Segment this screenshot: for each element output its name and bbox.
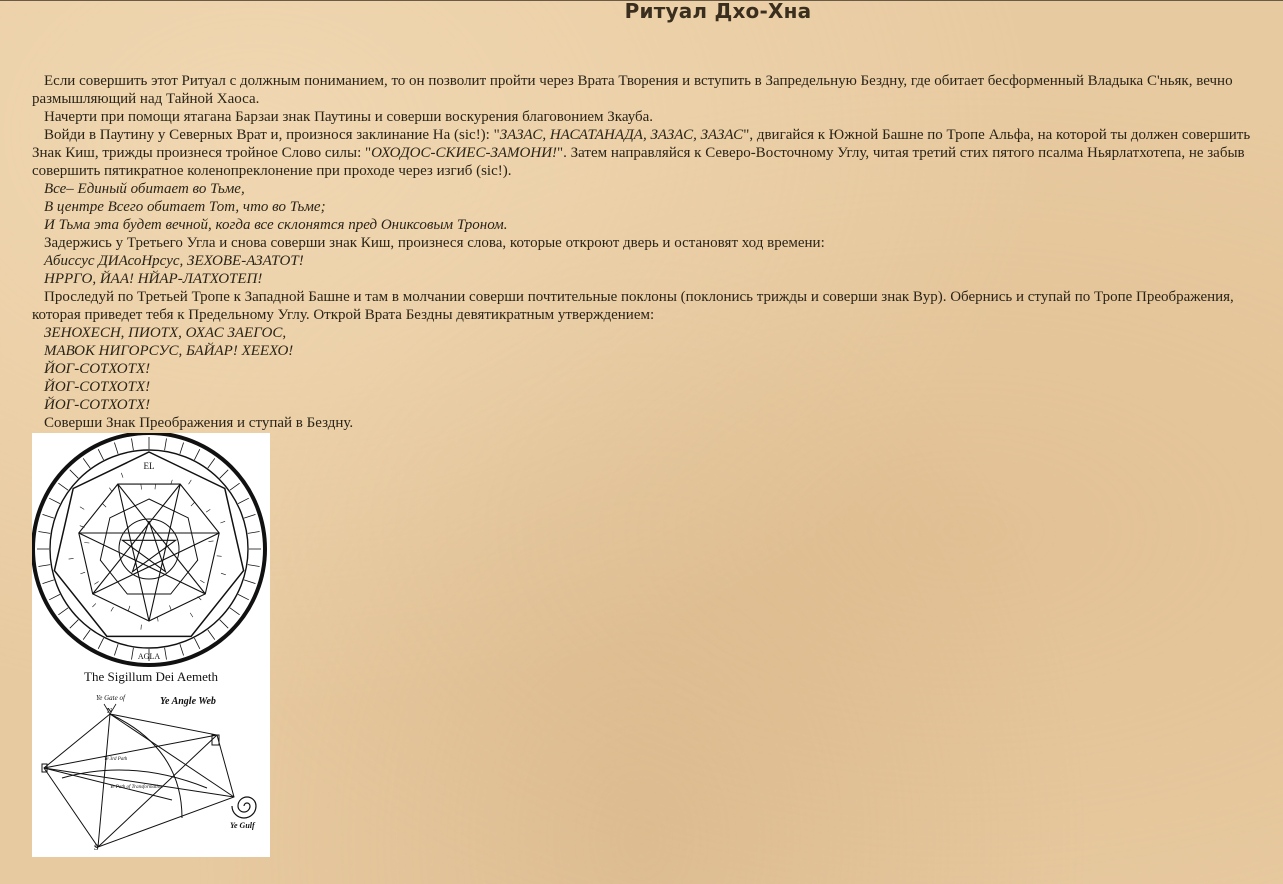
sector-mark (94, 582, 98, 585)
ring-divider (180, 644, 184, 655)
web-path-label: Ye 3rd Path (104, 757, 128, 762)
outer-heptagon (54, 452, 243, 636)
ring-divider (132, 648, 134, 660)
web-south-label: S (94, 843, 99, 852)
sector-mark (111, 607, 114, 611)
web-gulf-label: Ye Gulf (230, 821, 255, 830)
web-north-label: N (107, 707, 113, 715)
ring-divider (43, 514, 54, 518)
verse-line: Абиссус ДИАсоНрсус, ЗЕХОВЕ-АЗАТОТ! (44, 253, 304, 269)
ring-divider (114, 443, 118, 454)
sector-mark (80, 507, 84, 510)
ring-divider (58, 483, 68, 490)
ring-divider (49, 594, 60, 599)
ring-divider (238, 594, 249, 599)
sector-mark (121, 473, 123, 478)
ring-divider (244, 580, 255, 584)
sector-mark (128, 606, 130, 611)
ring-divider (49, 498, 60, 503)
page-title: Ритуал Дхо-Хна (624, 0, 812, 23)
ring-divider (220, 470, 229, 479)
ring-divider (70, 620, 79, 629)
ring-divider (230, 483, 240, 490)
verse-line: ЗЕНОХЕСН, ПИОТХ, ОХАС ЗАЕГОС, (44, 325, 287, 341)
verse-line: Все– Единый обитает во Тьме, (44, 181, 245, 197)
ring-divider (98, 638, 103, 649)
paragraph-text: Проследуй по Третьей Тропе к Западной Башне и там в молчании соверши почтительные поклоны (поклонись трижды и соверши знак Вур). Обернись и ступай по Тропе Преображения, которая приведет тебя к Предельному Углу. Открой Врата Бездны девятикратным утверждением: (32, 289, 1234, 323)
ring-divider (43, 580, 54, 584)
word-of-power-text: ОХОДОС-СКИЕС-ЗАМОНИ! (371, 145, 558, 161)
verse-line: НРРГО, ЙАА! НЙАР-ЛАТХОТЕП! (44, 271, 263, 287)
paragraph-text: Начерти при помощи ятагана Барзаи знак Паутины и соверши воскурения благовонием Зкауба. (44, 109, 654, 125)
small-heptagon (100, 499, 197, 594)
angle-web-image (32, 688, 270, 857)
sector-mark (170, 605, 172, 610)
ring-divider (238, 498, 249, 503)
ring-divider (180, 443, 184, 454)
ring-divider (244, 514, 255, 518)
paragraph-text: ", двигайся к Южной Башне по Тропе Альфа, на которой ты должен совершить Знак Киш, трижды произнеся тройное Слово силы: " (32, 127, 1251, 161)
ring-divider (194, 638, 199, 649)
ring-divider (208, 458, 215, 468)
web-line (98, 735, 217, 847)
sector-mark (221, 573, 226, 575)
sector-mark (109, 488, 112, 492)
web-transform-label: Ye Path of Transformation (110, 785, 163, 790)
verse-line: ЙОГ-СОТХОТХ! (44, 397, 151, 413)
ring-divider (165, 438, 167, 450)
ring-divider (248, 565, 260, 567)
sector-mark (155, 484, 156, 489)
sector-mark (200, 580, 204, 583)
sector-mark (189, 480, 192, 484)
ring-divider (70, 470, 79, 479)
sector-mark (141, 625, 142, 630)
web-gate-label: Ye Gate of (96, 694, 125, 702)
paragraph (32, 126, 1277, 180)
paragraph (32, 288, 1277, 324)
sector-mark (92, 603, 96, 607)
sector-mark (209, 541, 214, 542)
sector-mark (103, 504, 107, 508)
sigillum-dei-aemeth-image (32, 433, 270, 688)
ring-divider (248, 532, 260, 534)
ring-divider (114, 644, 118, 655)
ring-divider (38, 565, 50, 567)
inner-ring (50, 450, 248, 648)
paragraph (32, 72, 1277, 108)
sector-mark (206, 509, 210, 512)
ring-divider (83, 630, 90, 640)
web-line (44, 768, 234, 797)
sector-mark (84, 543, 89, 544)
verse-line: МАВОК НИГОРСУС, БАЙАР! ХЕЕХО! (44, 343, 294, 359)
pentagram (122, 521, 175, 572)
paragraph (32, 234, 1277, 252)
inner-heptagon (79, 484, 219, 621)
sigil-top-label: EL (143, 461, 155, 471)
verse-line: ЙОГ-СОТХОТХ! (44, 379, 151, 395)
paragraph-text: Соверши Знак Преображения и ступай в Бездну. (44, 415, 354, 431)
sector-mark (191, 503, 195, 507)
paragraph-text: Войди в Паутину у Северных Врат и, произнося заклинание На (sic!): " (44, 127, 500, 143)
sector-mark (80, 572, 85, 574)
paragraph-text: Задержись у Третьего Угла и снова соверши знак Киш, произнеся слова, которые откроют дверь и остановят ход времени: (44, 235, 825, 251)
sector-mark (217, 556, 222, 557)
web-line (98, 714, 110, 847)
sigil-drawing (32, 433, 270, 669)
web-line (44, 735, 217, 768)
ring-divider (98, 449, 103, 460)
heptagram (79, 484, 219, 621)
sector-mark (190, 613, 193, 617)
ring-divider (220, 620, 229, 629)
paragraph-text: Если совершить этот Ритуал с должным пониманием, то он позволит пройти через Врата Творения и вступить в Запредельную Бездну, где обитает бесформенный Владыка С'ньяк, вечно размышляющий над Тайной Хаоса. (32, 73, 1233, 107)
ring-divider (38, 532, 50, 534)
ring-divider (132, 438, 134, 450)
sector-mark (69, 558, 74, 559)
ring-divider (165, 648, 167, 660)
gulf-spiral-icon (232, 797, 256, 818)
ritual-text (32, 72, 1277, 432)
ring-divider (230, 608, 240, 615)
angle-web-drawing (32, 688, 270, 857)
paragraph-text: ". Затем направляйся к Северо-Восточному Углу, читая третий стих пятого псалма Ньярлатхотепа, не забыв совершить пятикратное коленопреклонение при проходе через изгиб (sic!). (32, 145, 1245, 179)
paragraph (32, 108, 1277, 126)
sector-mark (141, 485, 142, 490)
web-title: Ye Angle Web (160, 696, 216, 707)
paragraph (32, 414, 1277, 432)
ring-divider (83, 458, 90, 468)
ring-divider (208, 630, 215, 640)
sector-mark (220, 521, 225, 523)
verse-line: В центре Всего обитает Тот, что во Тьме; (44, 199, 326, 215)
sigil-bottom-label: AGLA (137, 652, 161, 661)
sigil-caption: The Sigillum Dei Aemeth (84, 669, 218, 684)
verse-line: ЙОГ-СОТХОТХ! (44, 361, 151, 377)
chant-text: ЗАЗАС, НАСАТАНАДА, ЗАЗАС, ЗАЗАС (499, 127, 744, 143)
ring-divider (58, 608, 68, 615)
verse-line: И Тьма эта будет вечной, когда все склонятся пред Ониксовым Троном. (44, 217, 508, 233)
ring-divider (194, 449, 199, 460)
